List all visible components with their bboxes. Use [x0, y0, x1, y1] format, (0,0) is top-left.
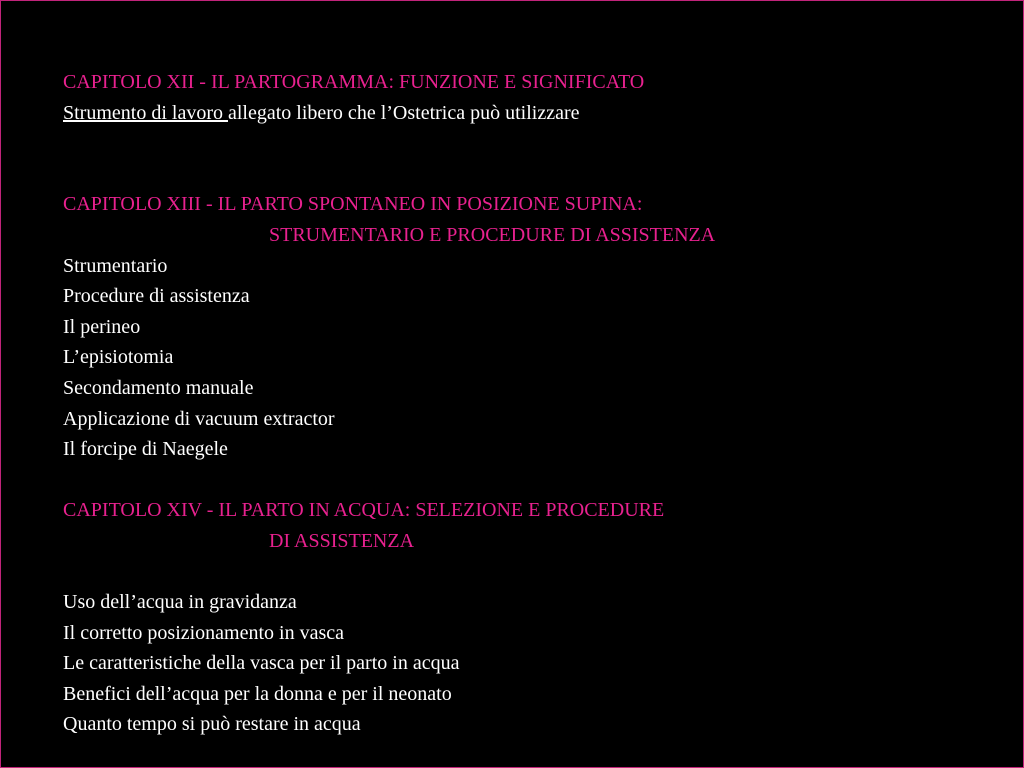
chapter-14-item: Le caratteristiche della vasca per il parto in acqua: [63, 652, 460, 675]
chapter-12-intro-underlined: Strumento di lavoro: [63, 101, 228, 124]
chapter-14-heading-line-1: CAPITOLO XIV - IL PARTO IN ACQUA: SELEZIONE E PROCEDURE: [63, 499, 665, 522]
chapter-13-item: Il perineo: [63, 315, 141, 338]
chapter-14-item: Il corretto posizionamento in vasca: [63, 621, 345, 644]
chapter-13-item: Secondamento manuale: [63, 376, 254, 399]
chapter-14-heading-line-2: DI ASSISTENZA: [269, 529, 415, 552]
spacer: [63, 465, 963, 496]
chapter-12-heading: CAPITOLO XII - IL PARTOGRAMMA: FUNZIONE E SIGNIFICATO: [63, 71, 645, 93]
chapter-12-intro: [63, 98, 963, 129]
chapter-12-intro-rest: allegato libero che l’Ostetrica può utilizzare: [227, 101, 580, 124]
chapter-14-item: Benefici dell’acqua per la donna e per il neonato: [63, 682, 452, 705]
chapter-13-item: Procedure di assistenza: [63, 285, 250, 308]
chapter-13-item: L’episiotomia: [63, 346, 174, 369]
chapter-13-item: Strumentario: [63, 254, 168, 277]
chapter-13-heading-line-2: STRUMENTARIO E PROCEDURE DI ASSISTENZA: [269, 223, 716, 246]
chapter-14-item: Quanto tempo si può restare in acqua: [63, 713, 361, 736]
chapter-13-item: Applicazione di vacuum extractor: [63, 407, 335, 430]
chapter-13-heading-line-1: CAPITOLO XIII - IL PARTO SPONTANEO IN POSIZIONE SUPINA:: [63, 193, 643, 216]
spacer: [63, 557, 963, 588]
chapter-14-item: Uso dell’acqua in gravidanza: [63, 591, 297, 614]
spacer: [63, 128, 963, 159]
slide-content: [63, 67, 963, 740]
chapter-13-item: Il forcipe di Naegele: [63, 438, 228, 461]
spacer: [63, 159, 963, 190]
